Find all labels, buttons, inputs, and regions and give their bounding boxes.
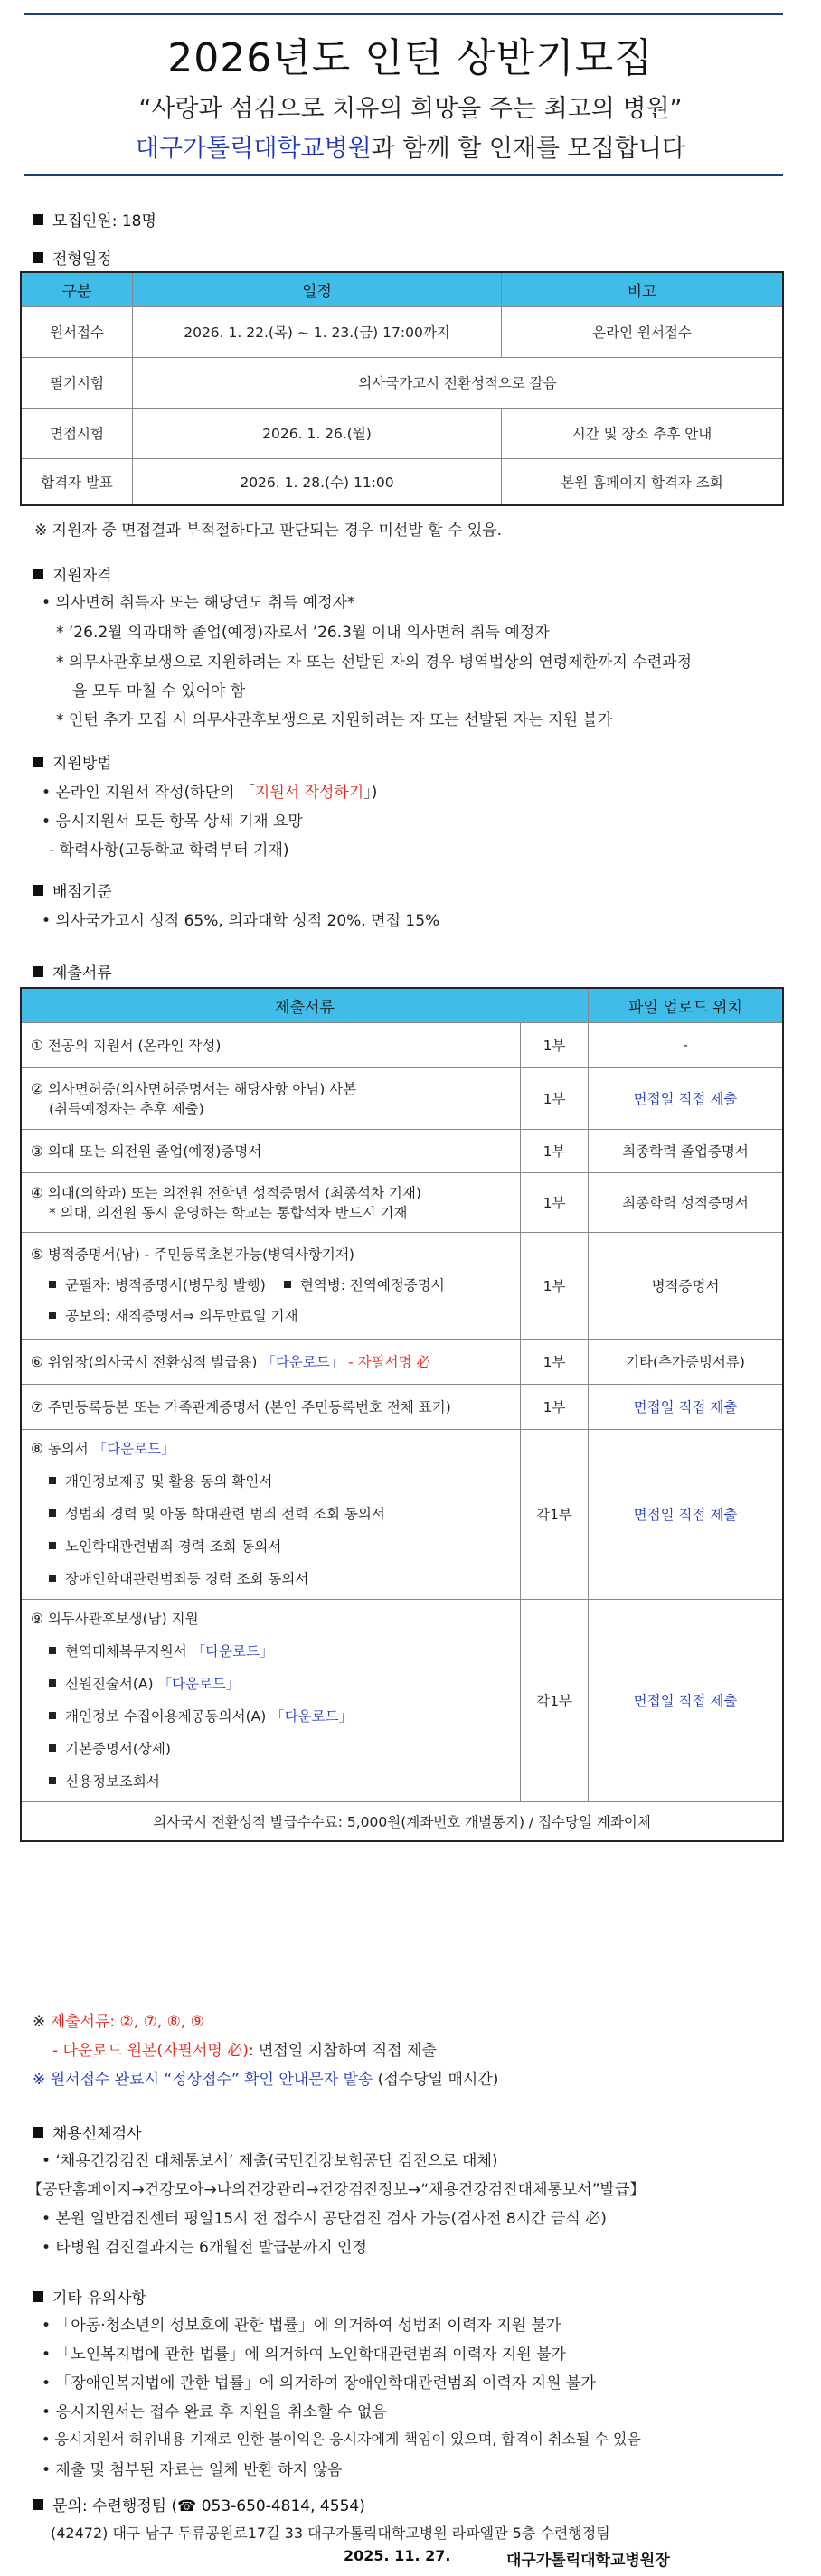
table-row <box>21 1232 783 1339</box>
doc-fee: 의사국시 전환성적 발급수수료: 5,000원(계좌번호 개별통지) / 접수당일 계좌이체 <box>21 1801 783 1841</box>
note-mark: ※ <box>33 2013 51 2031</box>
documents-note <box>33 2066 498 2089</box>
schedule-heading-text: 전형일정 <box>52 250 112 268</box>
method-line: - 학력사항(고등학교 학력부터 기재) <box>49 841 289 860</box>
documents-note <box>33 2008 204 2031</box>
table-row <box>21 1429 783 1599</box>
documents-col-title: 제출서류 <box>21 988 589 1022</box>
page-title: 2026년도 인턴 상반기모집 <box>167 35 654 81</box>
doc-qty: 각1부 <box>521 1599 589 1801</box>
doc-text: ③ 의대 또는 의전원 졸업(예정)증명서 <box>21 1129 521 1172</box>
doc-bullet: 성범죄 경력 및 아동 학대관련 범죄 전력 조회 동의서 <box>65 1506 385 1522</box>
qualification-heading <box>33 562 112 585</box>
note-blue: ※ 원서접수 완료시 “정상접수” 확인 안내문자 발송 <box>33 2071 373 2089</box>
hospital-name: 대구가톨릭대학교병원 <box>135 135 372 163</box>
doc-loc: 면접일 직접 제출 <box>589 1599 784 1801</box>
doc-line: ⑤ 병적증명서(남) - 주민등록초본가능(병역사항기재) <box>31 1246 354 1263</box>
table-row <box>21 1339 783 1384</box>
table-row <box>21 408 783 458</box>
download-link[interactable]: 「다운로드」 <box>157 1676 241 1692</box>
doc-bullet: 현역대체복무지원서 <box>65 1643 192 1659</box>
download-link[interactable]: 「다운로드」 <box>270 1708 354 1725</box>
doc-bullet: 현역병: 전역예정증명서 <box>299 1277 445 1293</box>
recruit-tail: 과 함께 할 인재를 모집합니다 <box>371 135 686 163</box>
notes-heading-text: 기타 유의사항 <box>52 2289 146 2308</box>
application-form-link[interactable]: 지원서 작성하기 <box>254 784 364 802</box>
table-row <box>21 1801 783 1841</box>
header-bottom-rule <box>24 174 783 176</box>
qualification-heading-text: 지원자격 <box>52 567 112 585</box>
table-row <box>21 1129 783 1172</box>
schedule-col-note: 비고 <box>502 272 784 306</box>
doc-loc: 면접일 직접 제출 <box>589 1429 784 1599</box>
table-row <box>21 1599 783 1801</box>
schedule-cell: 면접시험 <box>21 408 133 458</box>
doc-bullet: 신원진술서(A) <box>65 1676 158 1692</box>
doc-text: ① 전공의 지원서 (온라인 작성) <box>21 1022 521 1067</box>
method-heading <box>33 750 112 773</box>
health-line: • 본원 일반검진센터 평일15시 전 접수시 공단검진 검사 가능(검사전 8시간 금식 必) <box>42 2210 607 2228</box>
doc-bullet: 개인정보제공 및 활용 동의 확인서 <box>65 1473 273 1490</box>
qualification-line: * 의무사관후보생으로 지원하려는 자 또는 선발된 자의 경우 병역법상의 연령제한까지 수련과정 <box>56 653 692 672</box>
doc-qty: 1부 <box>521 1339 589 1384</box>
documents-note <box>52 2037 437 2060</box>
documents-col-location: 파일 업로드 위치 <box>589 988 784 1022</box>
notes-line: • 응시지원서 허위내용 기재로 인한 불이익은 응시자에게 책임이 있으며, 합격이 취소될 수 있음 <box>42 2430 641 2448</box>
doc-bullet: 기본증명서(상세) <box>65 1741 171 1757</box>
notes-heading <box>33 2285 146 2308</box>
health-line: • ‘채용건강검진 대체통보서’ 제출(국민건강보험공단 검진으로 대체) <box>42 2152 498 2170</box>
table-row <box>21 1022 783 1067</box>
schedule-cell: 의사국가고시 전환성적으로 갈음 <box>133 357 784 408</box>
doc-bullet: 군필자: 병적증명서(병무청 발행) <box>65 1277 266 1293</box>
doc-line: ④ 의대(의학과) 또는 의전원 전학년 성적증명서 (최종석차 기재) <box>31 1185 421 1201</box>
schedule-footnote: ※ 지원자 중 면접결과 부적절하다고 판단되는 경우 미선발 할 수 있음. <box>34 522 503 540</box>
doc-line: ② 의사면허증(의사면허증명서는 해당사항 아님) 사본 <box>31 1081 357 1097</box>
doc-text <box>21 1599 521 1801</box>
schedule-cell: 필기시험 <box>21 357 133 408</box>
doc-loc: 면접일 직접 제출 <box>589 1384 784 1429</box>
schedule-cell: 시간 및 장소 추후 안내 <box>502 408 784 458</box>
table-row <box>21 1384 783 1429</box>
doc-loc: 면접일 직접 제출 <box>589 1067 784 1129</box>
table-row <box>21 306 783 357</box>
documents-heading-text: 제출서류 <box>52 964 112 982</box>
doc-qty: 1부 <box>521 1022 589 1067</box>
doc-text <box>21 1172 521 1232</box>
doc-text <box>21 1339 521 1384</box>
method-text: • 온라인 지원서 작성(하단의 「 <box>42 784 255 802</box>
table-row <box>21 1067 783 1129</box>
schedule-cell: 2026. 1. 26.(월) <box>133 408 502 458</box>
table-row <box>21 1172 783 1232</box>
contact-text: 문의: 수련행정팀 (☎ 053-650-4814, 4554) <box>52 2497 365 2515</box>
issue-date: 2025. 11. 27. <box>344 2547 451 2564</box>
note-text: : 면접일 지참하여 직접 제출 <box>248 2042 437 2060</box>
doc-text <box>21 1429 521 1599</box>
qualification-line: * ’26.2월 의과대학 졸업(예정)자로서 ’26.3월 이내 의사면허 취득 예정자 <box>56 624 550 642</box>
doc-line: * 의대, 의전원 동시 운영하는 학교는 통합석차 반드시 기재 <box>49 1205 408 1221</box>
doc-loc: 병적증명서 <box>589 1232 784 1339</box>
recruit-line <box>0 128 821 164</box>
download-link[interactable]: 「다운로드」 <box>92 1441 175 1457</box>
doc-line: (취득예정자는 추후 제출) <box>49 1101 204 1117</box>
schedule-heading <box>33 246 112 268</box>
doc-text <box>21 1067 521 1129</box>
schedule-cell: 원서접수 <box>21 306 133 357</box>
schedule-col-type: 구분 <box>21 272 133 306</box>
schedule-cell: 2026. 1. 28.(수) 11:00 <box>133 458 502 505</box>
health-heading-text: 채용신체검사 <box>52 2125 142 2143</box>
notes-line: • 「노인복지법에 관한 법률」에 의거하여 노인학대관련범죄 이력자 지원 불가 <box>42 2346 566 2364</box>
recruit-count <box>33 208 156 230</box>
doc-loc: 최종학력 졸업증명서 <box>589 1129 784 1172</box>
doc-qty: 1부 <box>521 1172 589 1232</box>
note-red: 제출서류: ②, ⑦, ⑧, ⑨ <box>50 2013 204 2031</box>
doc-qty: 1부 <box>521 1232 589 1339</box>
doc-qty: 1부 <box>521 1129 589 1172</box>
doc-bullet: 장애인학대관련범죄등 경력 조회 동의서 <box>65 1571 309 1587</box>
download-link[interactable]: 「다운로드」 <box>191 1643 274 1659</box>
schedule-table <box>20 271 784 506</box>
weights-heading <box>33 879 112 901</box>
doc-bullet: 개인정보 수집이용제공동의서(A) <box>65 1708 271 1725</box>
method-line-online <box>42 779 377 802</box>
doc-text: ⑦ 주민등록등본 또는 가족관계증명서 (본인 주민등록번호 전체 표기) <box>21 1384 521 1429</box>
schedule-col-date: 일정 <box>133 272 502 306</box>
doc-text <box>21 1232 521 1339</box>
health-line: 【공단홈페이지→건강모아→나의건강관리→건강검진정보→“채용건강검진대체통보서”발급】 <box>27 2181 646 2199</box>
doc-qty: 1부 <box>521 1067 589 1129</box>
method-heading-text: 지원방법 <box>52 755 112 773</box>
method-text: 」) <box>363 784 378 802</box>
hospital-slogan: “사랑과 섬김으로 치유의 희망을 주는 최고의 병원” <box>138 95 683 123</box>
doc-bullet: 공보의: 재직증명서⇒ 의무만료일 기재 <box>65 1308 298 1324</box>
health-heading <box>33 2120 142 2143</box>
weights-line: • 의사국가고시 성적 65%, 의과대학 성적 20%, 면접 15% <box>42 912 440 930</box>
doc-loc: 최종학력 성적증명서 <box>589 1172 784 1232</box>
note-red: - 다운로드 원본(자필서명 必) <box>52 2042 249 2060</box>
note-text: (접수당일 매시간) <box>373 2071 499 2089</box>
doc-bullet: 신용정보조회서 <box>65 1773 160 1790</box>
qualification-line: * 인턴 추가 모집 시 의무사관후보생으로 지원하려는 자 또는 선발된 자는 지원 불가 <box>56 711 613 729</box>
doc-loc: 기타(추가증빙서류) <box>589 1339 784 1384</box>
health-line: • 타병원 검진결과지는 6개월전 발급분까지 인정 <box>42 2239 367 2257</box>
schedule-cell: 합격자 발표 <box>21 458 133 505</box>
contact-line <box>33 2493 365 2515</box>
schedule-cell: 본원 홈페이지 합격자 조회 <box>502 458 784 505</box>
table-row <box>21 357 783 408</box>
documents-heading <box>33 960 112 982</box>
notes-line: • 응시지원서는 접수 완료 후 지원을 취소할 수 없음 <box>42 2403 387 2421</box>
method-line: • 응시지원서 모든 항목 상세 기재 요망 <box>42 813 303 831</box>
download-link[interactable]: 「다운로드」 <box>261 1354 344 1370</box>
hospital-director-signature: 대구가톨릭대학교병원장 <box>506 2552 670 2570</box>
doc-line: ⑧ 동의서 <box>31 1441 93 1457</box>
contact-address: (42472) 대구 남구 두류공원로17길 33 대구가톨릭대학교병원 라파엘관 5층 수련행정팀 <box>51 2524 610 2542</box>
qualification-line: 을 모두 마칠 수 있어야 함 <box>72 682 246 700</box>
top-rule <box>24 13 783 15</box>
schedule-cell: 온라인 원서접수 <box>502 306 784 357</box>
notes-line: • 「장애인복지법에 관한 법률」에 의거하여 장애인학대관련범죄 이력자 지원 불가 <box>42 2374 596 2393</box>
doc-line: ⑥ 위임장(의사국시 전환성적 발급용) <box>31 1354 262 1370</box>
qualification-line: • 의사면허 취득자 또는 해당연도 취득 예정자* <box>42 594 355 612</box>
table-row <box>21 458 783 505</box>
doc-qty: 1부 <box>521 1384 589 1429</box>
schedule-cell: 2026. 1. 22.(목) ~ 1. 23.(금) 17:00까지 <box>133 306 502 357</box>
doc-line: ⑨ 의무사관후보생(남) 지원 <box>31 1611 199 1627</box>
weights-heading-text: 배점기준 <box>52 883 112 901</box>
documents-table <box>20 987 784 1842</box>
recruit-count-text: 모집인원: 18명 <box>52 212 156 230</box>
doc-bullet: 노인학대관련범죄 경력 조회 동의서 <box>65 1538 282 1555</box>
doc-qty: 각1부 <box>521 1429 589 1599</box>
doc-signature-note: - 자필서명 必 <box>344 1354 431 1370</box>
notes-line: • 「아동·청소년의 성보호에 관한 법률」에 의거하여 성범죄 이력자 지원 불가 <box>42 2317 561 2335</box>
notes-line: • 제출 및 첨부된 자료는 일체 반환 하지 않음 <box>42 2461 343 2479</box>
doc-loc: - <box>589 1022 784 1067</box>
